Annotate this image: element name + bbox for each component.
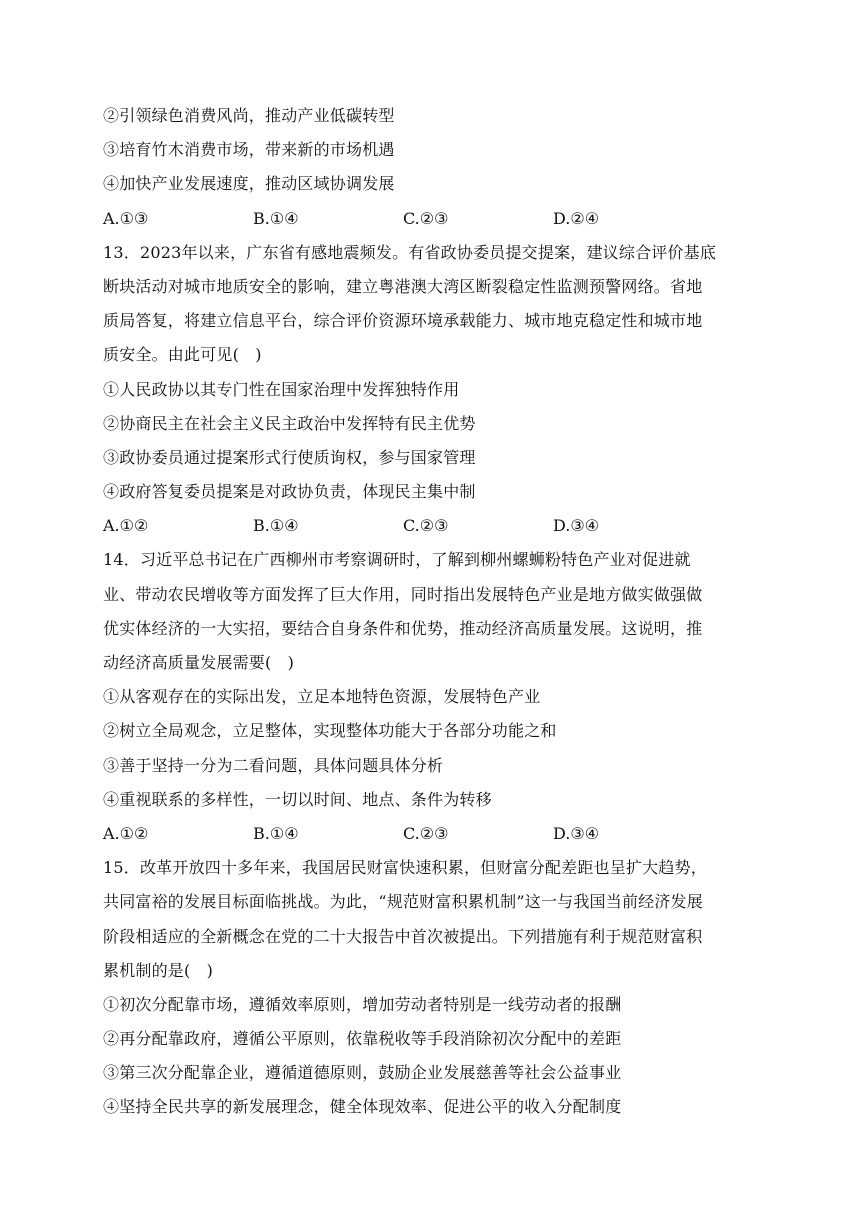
q13-stem-line-4: 质安全。由此可见( ) (103, 345, 262, 365)
q14-stem-line-1: 14．习近平总书记在广西柳州市考察调研时，了解到柳州螺蛳粉特色产业对促进就 (103, 550, 691, 570)
q13-options (103, 512, 753, 546)
q12-item-3: ③培育竹木消费市场，带来新的市场机遇 (103, 140, 395, 160)
q15-item-4: ④坚持全民共享的新发展理念，健全体现效率、促进公平的收入分配制度 (103, 1097, 622, 1117)
q13-item-2: ②协商民主在社会主义民主政治中发挥特有民主优势 (103, 413, 476, 433)
q12-option-d: D.②④ (553, 208, 600, 228)
q14-stem-line-3: 优实体经济的一大实招，要结合自身条件和优势，推动经济高质量发展。这说明，推 (103, 618, 703, 638)
q13-stem-line-3: 质局答复，将建立信息平台，综合评价资源环境承载能力、城市地克稳定性和城市地 (103, 311, 703, 331)
q13-item-1: ①人民政协以其专门性在国家治理中发挥独特作用 (103, 379, 460, 399)
exam-page (103, 102, 753, 1128)
q13-stem-line-1: 13．2023年以来，广东省有感地震频发。有省政协委员提交提案，建议综合评价基底 (103, 242, 717, 262)
q14-option-c: C.②③ (403, 823, 449, 843)
q15-stem-line-4: 累机制的是( ) (103, 960, 214, 980)
q15-stem-line-1: 15．改革开放四十多年来，我国居民财富快速积累，但财富分配差距也呈扩大趋势， (103, 858, 707, 878)
q13-option-b: B.①④ (253, 516, 299, 536)
q14-stem-line-4: 动经济高质量发展需要( ) (103, 653, 295, 672)
q12-options (103, 205, 753, 239)
q12-item-4: ④加快产业发展速度，推动区域协调发展 (103, 174, 395, 194)
q12-option-a: A.①③ (103, 208, 149, 228)
q14-item-1: ①从客观存在的实际出发，立足本地特色资源，发展特色产业 (103, 687, 541, 707)
q14-options (103, 820, 753, 854)
q12-option-b: B.①④ (253, 208, 299, 228)
q15-stem-line-2: 共同富裕的发展目标面临挑战。为此，“规范财富积累机制”这一与我国当前经济发展 (103, 892, 703, 912)
q13-option-d: D.③④ (553, 516, 600, 536)
q14-item-4: ④重视联系的多样性，一切以时间、地点、条件为转移 (103, 789, 492, 809)
q14-option-a: A.①② (103, 823, 149, 843)
q12-item-2: ②引领绿色消费风尚，推动产业低碳转型 (103, 106, 395, 125)
q13-item-3: ③政协委员通过提案形式行使质询权，参与国家管理 (103, 447, 476, 467)
q13-stem-line-2: 断块活动对城市地质安全的影响，建立粤港澳大湾区断裂稳定性监测预警网络。省地 (103, 276, 703, 296)
q14-option-d: D.③④ (553, 823, 600, 843)
q15-stem-line-3: 阶段相适应的全新概念在党的二十大报告中首次被提出。下列措施有利于规范财富积 (103, 926, 703, 946)
q13-option-c: C.②③ (403, 516, 449, 536)
q13-item-4: ④政府答复委员提案是对政协负责，体现民主集中制 (103, 482, 476, 502)
q14-stem-line-2: 业、带动农民增收等方面发挥了巨大作用，同时指出发展特色产业是地方做实做强做 (103, 584, 703, 604)
q13-option-a: A.①② (103, 516, 149, 536)
q15-item-3: ③第三次分配靠企业，遵循道德原则，鼓励企业发展慈善等社会公益事业 (103, 1063, 622, 1083)
q15-item-1: ①初次分配靠市场，遵循效率原则，增加劳动者特别是一线劳动者的报酬 (103, 994, 622, 1014)
q12-option-c: C.②③ (403, 208, 449, 228)
q14-item-2: ②树立全局观念，立足整体，实现整体功能大于各部分功能之和 (103, 721, 557, 741)
q15-item-2: ②再分配靠政府，遵循公平原则，依靠税收等手段消除初次分配中的差距 (103, 1029, 622, 1049)
q14-option-b: B.①④ (253, 823, 299, 843)
q14-item-3: ③善于坚持一分为二看问题，具体问题具体分析 (103, 755, 444, 775)
